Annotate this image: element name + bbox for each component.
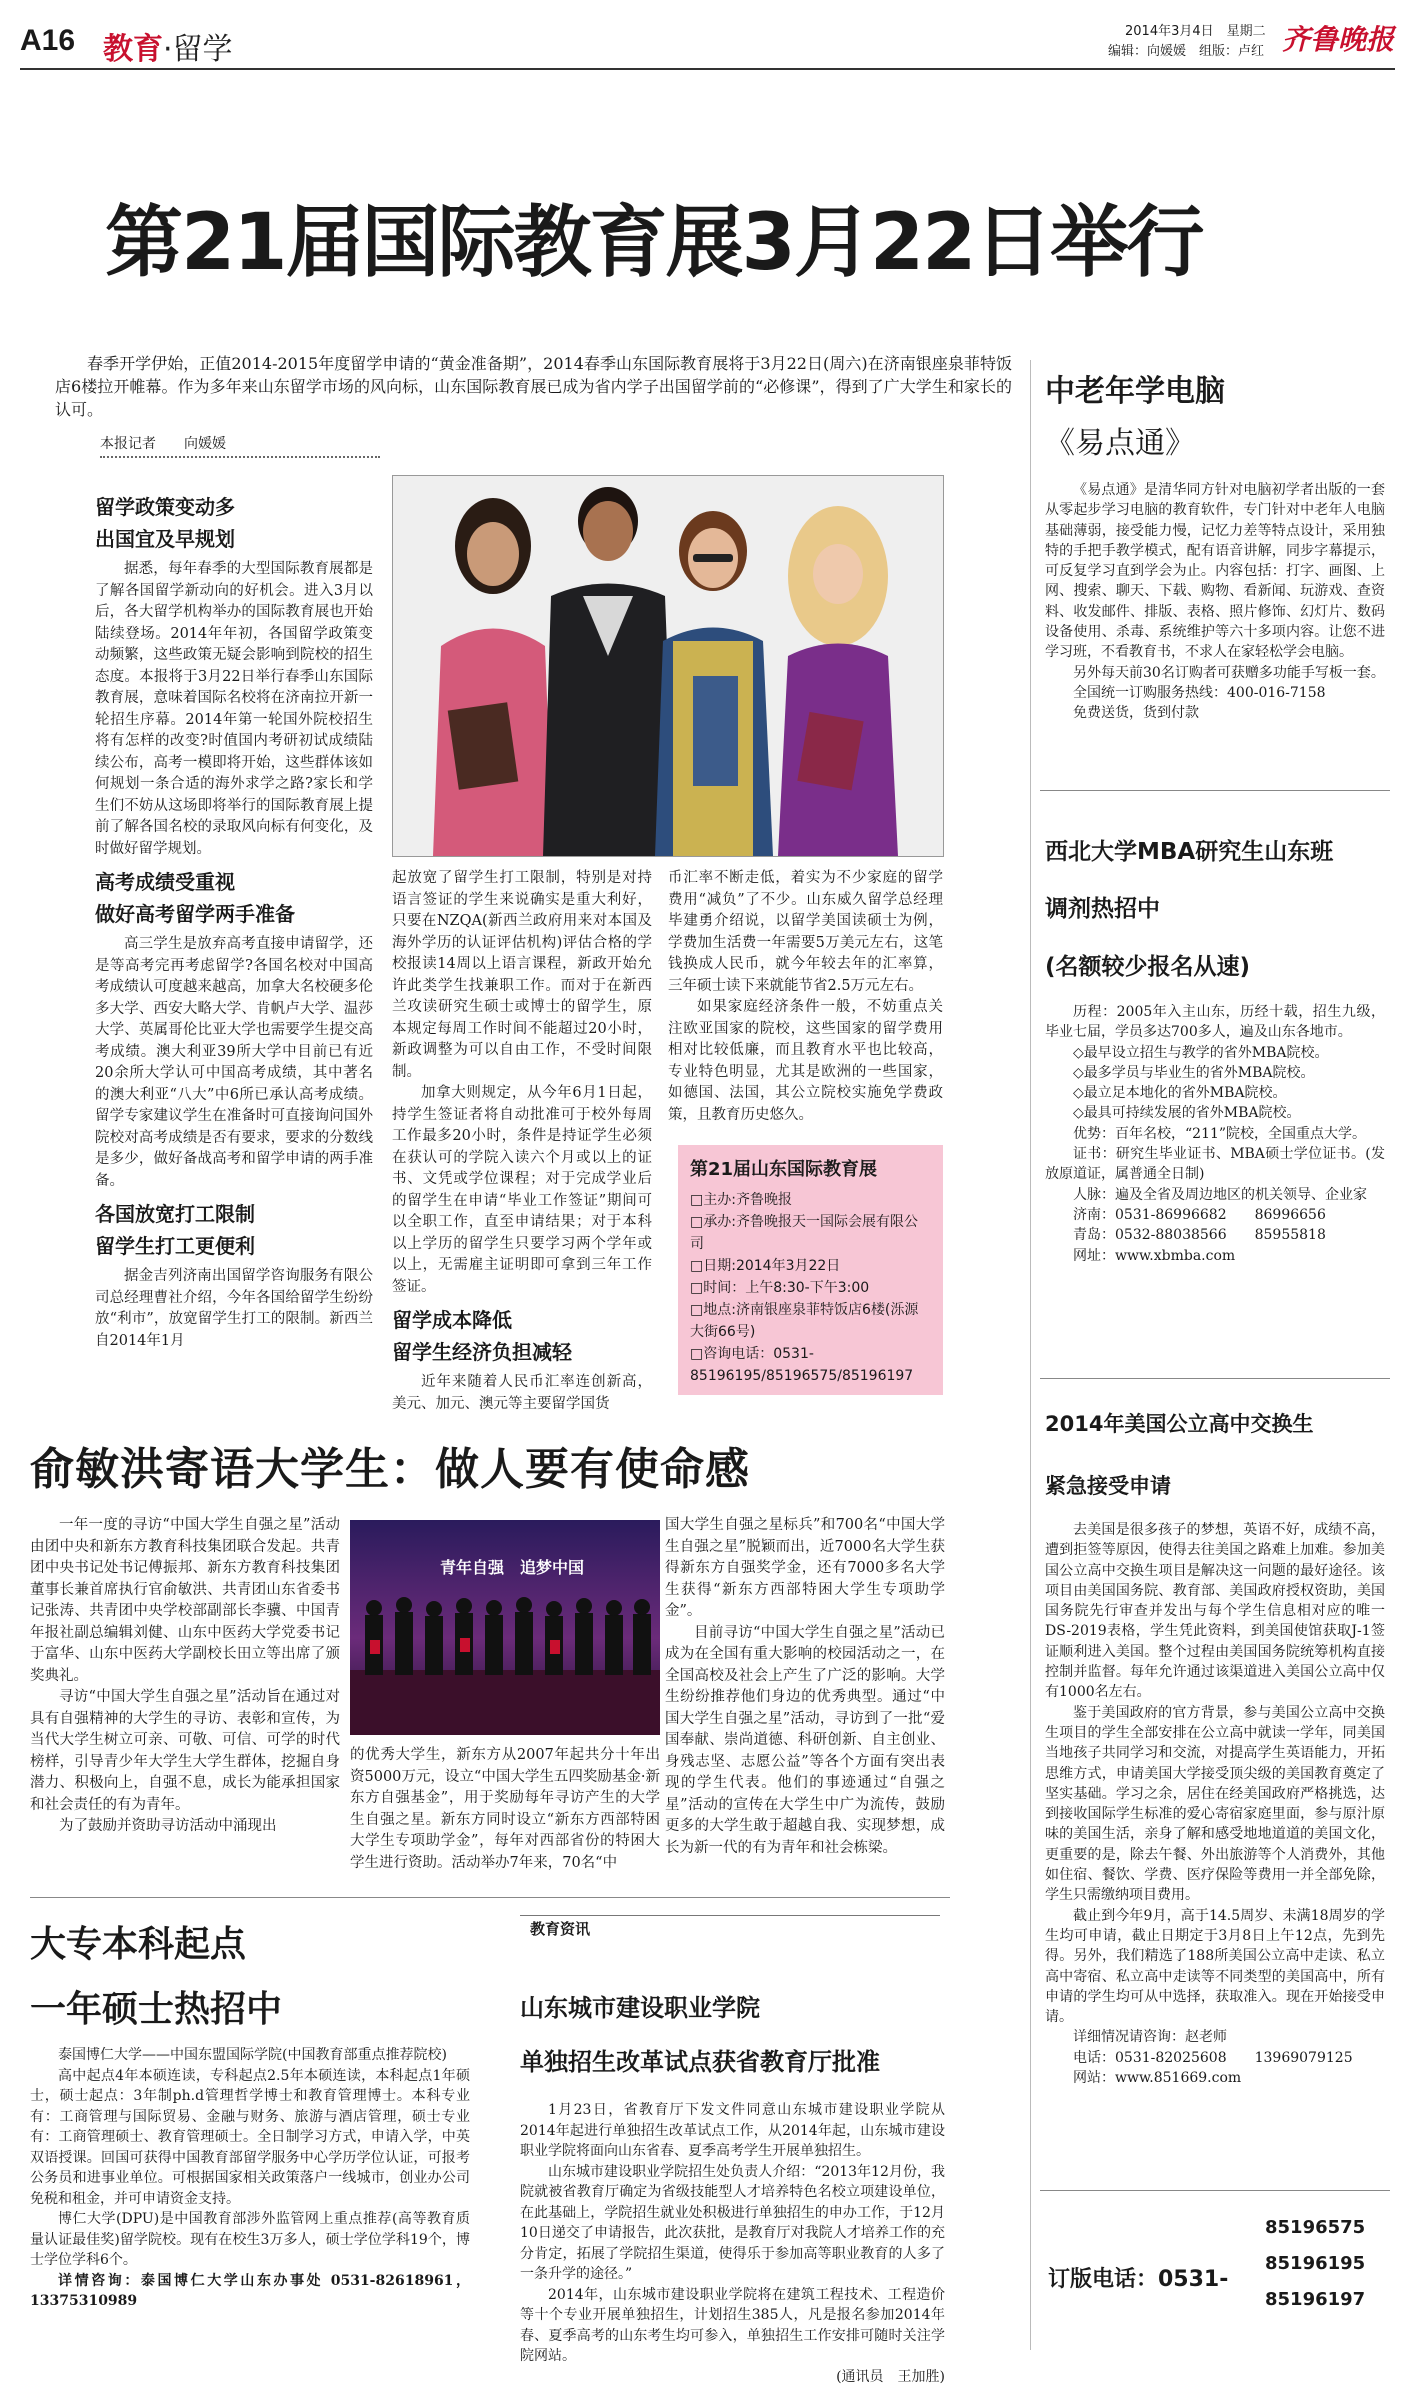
order-box-rule <box>1040 2190 1390 2191</box>
news-body <box>520 2100 945 2387</box>
yu-article-title: 俞敏洪寄语大学生：做人要有使命感 <box>30 1444 750 1495</box>
daz-title-1: 大专本科起点 <box>30 1924 247 1965</box>
paragraph: 泰国博仁大学——中国东盟国际学院(中国教育部重点推荐院校) <box>58 2047 447 2063</box>
right-column-rule <box>1030 360 1031 2350</box>
byline: 本报记者 向媛媛 <box>100 436 226 452</box>
order-phone-numbers <box>1265 2210 1365 2318</box>
order-number: 85196195 <box>1265 2253 1366 2274</box>
news-title-1: 山东城市建设职业学院 <box>520 1994 760 2022</box>
expo-box-line: □地点:济南银座泉菲特饭店6楼(泺源大街66号) <box>690 1302 919 1340</box>
lead-paragraph: 春季开学伊始，正值2014-2015年度留学申请的“黄金准备期”，2014春季山东国际教育展将于3月22日(周六)在济南银座泉菲特饭店6楼拉开帷幕。作为多年来山东留学市场的风向标，山东国际教育展已成为省内学子出国留学前的“必修课”，得到了广大学生和家长的认可。 <box>55 354 1012 419</box>
page-title: 第21届国际教育展3月22日举行 <box>105 198 1203 288</box>
paragraph: 起放宽了留学生打工限制，特别是对持语言签证的学生来说确实是重大利好，只要在NZQA(新西兰政府用来对本国及海外学历的认证评估机构)评估合格的学校报读14周以上语言课程，新政开始允许此类学生找兼职工作。而对于在新西兰攻读研究生硕士或博士的留学生，原本规定每周工作时间不能超过20小时，新政调整为可以自由工作，不受时间限制。 <box>392 870 652 1080</box>
ad1-body <box>1045 480 1385 724</box>
subheading: 留学成本降低 留学生经济负担减轻 <box>392 1308 572 1364</box>
paragraph: 目前寻访“中国大学生自强之星”活动已成为在全国有重大影响的校园活动之一，在全国高校及社会上产生了广泛的影响。大学生纷纷推荐他们身边的优秀典型。通过“中国大学生自强之星”活动，寻访到了一批“爱国奉献、崇尚道德、科研创新、自主创业、身残志坚、志愿公益”等各个方面有突出表现的学生代表。他们的事迹通过“自强之星”活动的宣传在大学生中广为流传，鼓励更多的大学生敢于超越自我、实现梦想，成长为新一代的有为青年和社会栋梁。 <box>665 1624 945 1856</box>
ad-divider <box>1040 1378 1390 1379</box>
ad2-title-2: 调剂热招中 <box>1045 896 1160 922</box>
expo-box-line: □承办:齐鲁晚报天一国际会展有限公司 <box>690 1214 918 1252</box>
ad1-title-2: 《易点通》 <box>1045 426 1195 461</box>
paragraph: 2014年，山东城市建设职业学院将在建筑工程技术、工程造价等十个专业开展单独招生，计划招生385人，凡是报名参加2014年春、夏季高考的山东考生均可参入，单独招生工作安排可随时关注学院网站。 <box>520 2286 945 2364</box>
paragraph: 一年一度的寻访“中国大学生自强之星”活动由团中央和新东方教育科技集团联合发起。共青团中央书记处书记傅振邦、新东方教育科技集团董事长兼首席执行官俞敏洪、共青团山东省委书记张涛、共青团中央学校部副部长李骥、中国青年报社副总编辑刘健、山东中医药大学党委书记于富华、山东中医药大学副校长田立等出席了颁奖典礼。 <box>30 1517 340 1684</box>
phone: 电话：0531-82025608 13969079125 <box>1073 2049 1353 2066</box>
issue-date: 2014年3月4日 星期二 <box>1125 24 1266 39</box>
paragraph: 去美国是很多孩子的梦想，英语不好，成绩不高，遭到拒签等原因，使得去往美国之路难上加难。参加美国公立高中交换生项目是解决这一问题的最好途径。该项目由美国国务院、教育部、美国政府授权资助，美国国务院先行审查并发出与每个学生信息相对应的唯一DS-2019表格，学生凭此资料，到美国使馆获取J-1签证顺利进入美国。整个过程由美国国务院统筹机构直接控制并监督。每年允许通过该渠道进入美国公立高中仅有1000名左右。 <box>1045 1522 1385 1701</box>
website: 网址：www.xbmba.com <box>1073 1247 1236 1264</box>
students-photo <box>392 475 944 857</box>
expo-box-line: □日期:2014年3月22日 <box>690 1258 841 1274</box>
paragraph: 《易点通》是清华同方针对电脑初学者出版的一套从零起步学习电脑的教育软件，专门针对中老年人电脑基础薄弱，接受能力慢，记忆力差等特点设计，采用独特的手把手教学模式，配有语音讲解，同步字幕提示，可反复学习直到学会为止。内容包括：打字、画图、上网、搜索、聊天、下载、购物、看新闻、玩游戏、查资料、收发邮件、排版、表格、照片修饰、幻灯片、数码设备使用、杀毒、系统维护等六十多项内容。让您不进学习班，不看教育书，不求人在家轻松学会电脑。 <box>1045 482 1385 661</box>
article-col-1 <box>95 485 373 1352</box>
phone-jinan: 济南：0531-86996682 86996656 <box>1073 1206 1326 1223</box>
paragraph: 币汇率不断走低，着实为不少家庭的留学费用“减负”了不少。山东威久留学总经理毕建勇介绍说，以留学美国读硕士为例，学费加生活费一年需要5万美元左右，这笔钱换成人民币，就今年较去年的汇率算，三年硕士读下来就能节省2.5万元左右。 <box>668 870 943 994</box>
ad1-title-1: 中老年学电脑 <box>1045 374 1225 409</box>
expo-box-line: □主办:齐鲁晚报 <box>690 1192 792 1208</box>
masthead-rule <box>20 68 1395 70</box>
paper-logo-icon: 齐鲁晚报 <box>1282 23 1395 56</box>
ad-divider <box>1040 790 1390 791</box>
paragraph: 据悉，每年春季的大型国际教育展都是了解各国留学新动向的好机会。进入3月以后，各大留学机构举办的国际教育展也开始陆续登场。2014年年初，各国留学政策变动频繁，这些政策无疑会影响到院校的招生态度。本报将于3月22日举行春季山东国际教育展，意味着国际名校将在济南拉开新一轮招生序幕。2014年第一轮国外院校招生将有怎样的改变?时值国内考研初试成绩陆续公布，高考一模即将开始，这些群体该如何规划一条合适的海外求学之路?家长和学生们不妨从这场即将举行的国际教育展上提前了解各国名校的录取风向标有何变化，及时做好留学规划。 <box>95 561 373 857</box>
article-col-2 <box>392 868 652 1415</box>
paragraph: 高中起点4年本硕连读，专科起点2.5年本硕连读，本科起点1年硕士，硕士起点：3年制ph.d管理哲学博士和教育管理博士。本科专业有：工商管理与国际贸易、金融与财务、旅游与酒店管理，硕士专业有：工商管理硕士、教育管理硕士。全日制学习方式，申请入学，中英双语授课。回国可获得中国教育部留学服务中心学历学位认证，可报考公务员和进事业单位。可根据国家相关政策落户一线城市，创业办公司免税和租金，并可申请资金支持。 <box>30 2067 470 2207</box>
section-name-2: 留学 <box>172 32 233 67</box>
editors: 编辑：向媛媛 组版：卢红 <box>1108 44 1265 59</box>
bullet: ◇最具可持续发展的省外MBA院校。 <box>1073 1105 1301 1122</box>
paragraph: 详细情况请咨询：赵老师 <box>1073 2029 1227 2046</box>
bullet: ◇最立足本地化的省外MBA院校。 <box>1073 1085 1287 1102</box>
website: 网站：www.851669.com <box>1073 2070 1242 2087</box>
article-col-3 <box>668 868 943 1126</box>
yu-col-3 <box>665 1515 945 1859</box>
expo-box-title: 第21届山东国际教育展 <box>690 1159 878 1180</box>
news-title-2: 单独招生改革试点获省教育厅批准 <box>520 2048 880 2076</box>
section-name: 教育 <box>103 32 163 67</box>
delivery-note: 免费送货，货到付款 <box>1073 705 1199 722</box>
order-number: 85196575 <box>1265 2217 1366 2238</box>
paragraph: 寻访“中国大学生自强之星”活动旨在通过对具有自强精神的大学生的寻访、表彰和宣传，为当代大学生树立可亲、可敬、可信、可学的时代榜样，引导青少年大学生大学生群体，挖掘自身潜力、积极向上，自强不息，成长为能承担国家和社会责任的有为青年。 <box>30 1689 340 1813</box>
award-banner: 青年自强 追梦中国 <box>440 1558 585 1577</box>
paragraph: 近年来随着人民币汇率连创新高，美元、加元、澳元等主要留学国货 <box>392 1374 652 1412</box>
daz-body <box>30 2045 470 2312</box>
ad2-title-1: 西北大学MBA研究生山东班 <box>1045 839 1334 865</box>
paragraph: 鉴于美国政府的官方背景，参与美国公立高中交换生项目的学生全部安排在公立高中就读一学年，同美国当地孩子共同学习和交流，对提高学生英语能力，开拓思维方式，申请美国大学接受顶尖级的美国教育奠定了坚实基础。学习之余，居住在经美国政府严格挑选，达到接收国际学生标准的爱心寄宿家庭里面，参与原汁原味的美国生活，亲身了解和感受地地道道的美国文化，更重要的是，除去午餐、外出旅游等个人消费外，其他如住宿、餐饮、学费、医疗保险等费用一并全部免除，学生只需缴纳项目费用。 <box>1045 1704 1385 1904</box>
hotline: 全国统一订购服务热线：400-016-7158 <box>1073 684 1326 701</box>
bullet: ◇最早设立招生与教学的省外MBA院校。 <box>1073 1044 1329 1061</box>
yu-col-1 <box>30 1515 340 1838</box>
news-credit: (通讯员 王加胜) <box>836 2368 945 2385</box>
daz-title-2: 一年硕士热招中 <box>30 1989 283 2030</box>
yu-col-2 <box>350 1745 660 1874</box>
paragraph: 证书：研究生毕业证书、MBA硕士学位证书。(发放原道证，属普通全日制) <box>1045 1146 1385 1183</box>
paragraph: 历程：2005年入主山东，历经十载，招生九级，毕业七届，学员多达700多人，遍及山东各地市。 <box>1045 1004 1385 1041</box>
phone-qingdao: 青岛：0532-88038566 85955818 <box>1073 1227 1326 1244</box>
masthead <box>0 0 1409 75</box>
paragraph: 高三学生是放弃高考直接申请留学，还是等高考完再考虑留学?各国名校对中国高考成绩认可度越来越高，加拿大名校硬多伦多大学、西安大略大学、肯帆卢大学、温莎大学、英属哥伦比亚大学也需要学生提交高考成绩。澳大利亚39所大学中目前已有近20余所大学认可中国高考成绩，其中著名的澳大利亚“八大”中6所已承认高考成绩。留学专家建议学生在准备时可直接询问国外院校对高考成绩是否有要求，要求的分数线是多少，做好备战高考和留学申请的两手准备。 <box>95 936 373 1189</box>
award-photo <box>350 1520 660 1735</box>
page-number: A16 <box>20 24 76 57</box>
expo-info-box <box>678 1145 943 1395</box>
students-illustration <box>393 476 943 856</box>
news-tag-rule <box>520 1915 940 1916</box>
subheading: 各国放宽打工限制 留学生打工更便利 <box>95 1202 255 1258</box>
section-label: 教育·留学 <box>103 32 233 67</box>
paragraph: 的优秀大学生，新东方从2007年起共分十年出资5000万元，设立“中国大学生五四奖励基金·新东方自强基金”，用于奖励每年寻访产生的大学生自强之星。新东方同时设立“新东方西部特困大学生专项助学金”，每年对西部省份的特困大学生进行资助。活动举办7年来，70名“中 <box>350 1747 660 1871</box>
contact-line: 详情咨询：泰国博仁大学山东办事处 0531-82618961，13375310989 <box>30 2272 470 2309</box>
ad3-body <box>1045 1520 1385 2088</box>
paragraph: 如果家庭经济条件一般，不妨重点关注欧亚国家的院校，这些国家的留学费用相对比较低廉，而且教育水平也比较高，专业特色明显，尤其是欧洲的一些国家，如德国、法国，其公立院校实施免学费政策，且教育历史悠久。 <box>668 999 943 1123</box>
section-divider <box>30 1897 950 1898</box>
ad3-title-2: 紧急接受申请 <box>1045 1474 1171 1498</box>
expo-box-lines <box>690 1189 931 1387</box>
ad2-body <box>1045 1002 1385 1266</box>
paragraph: 另外每天前30名订购者可获赠多功能手写板一套。 <box>1073 664 1385 681</box>
ad2-title-3: (名额较少报名从速) <box>1045 954 1251 980</box>
paragraph: 截止到今年9月，高于14.5周岁、未满18周岁的学生均可申请，截止日期定于3月8日上午12点，先到先得。另外，我们精选了188所美国公立高中走读、私立高中寄宿、私立高中走读等不同类型的美国高中，所有申请的学生均可从中选择，获取准入。现在开始接受申请。 <box>1045 1907 1385 2026</box>
news-tag: 教育资讯 <box>530 1920 591 1938</box>
subheading: 高考成绩受重视 做好高考留学两手准备 <box>95 870 295 926</box>
paragraph: 国大学生自强之星标兵”和700名“中国大学生自强之星”脱颖而出，近7000名大学生获得新东方自强奖学金，还有7000多名大学生获得“新东方西部特困大学生专项助学金”。 <box>665 1517 945 1619</box>
subheading: 留学政策变动多 出国宜及早规划 <box>95 495 235 551</box>
paragraph: 加拿大则规定，从今年6月1日起，持学生签证者将自动批准可于校外每周工作最多20小时，条件是持证学生必须在获认可的学院入读六个月或以上的证书、文凭或学位课程；对于完成学业后的留学生在申请“毕业工作签证”期间可以全职工作，直至申请结果；对于本科以上学历的留学生只要学习两个学年或以上，无需雇主证明即可拿到三年工作签证。 <box>392 1085 652 1295</box>
expo-box-line: □咨询电话：0531-85196195/85196575/85196197 <box>690 1346 914 1384</box>
paragraph: 1月23日，省教育厅下发文件同意山东城市建设职业学院从2014年起进行单独招生改革试点工作，从2014年起，山东城市建设职业学院将面向山东省春、夏季高考学生开展单独招生。 <box>520 2102 945 2159</box>
bullet: ◇最多学员与毕业生的省外MBA院校。 <box>1073 1064 1315 1081</box>
ad3-title-1: 2014年美国公立高中交换生 <box>1045 1412 1314 1436</box>
award-crowd-illustration <box>350 1520 660 1735</box>
byline-rule <box>100 456 380 458</box>
paragraph: 优势：百年名校，“211”院校，全国重点大学。 <box>1073 1125 1367 1142</box>
paragraph: 人脉：遍及全省及周边地区的机关领导、企业家 <box>1073 1186 1367 1203</box>
paragraph: 为了鼓励并资助寻访活动中涌现出 <box>59 1818 277 1834</box>
order-phone-label: 订版电话：0531- <box>1048 2267 1229 2292</box>
order-number: 85196197 <box>1265 2289 1366 2310</box>
expo-box-line: □时间：上午8:30-下午3:00 <box>690 1280 870 1296</box>
paragraph: 据金吉列济南出国留学咨询服务有限公司总经理曹社介绍，今年各国给留学生纷纷放“利市”，放宽留学生打工的限制。新西兰自2014年1月 <box>95 1268 373 1349</box>
paragraph: 山东城市建设职业学院招生处负责人介绍：“2013年12月份，我院就被省教育厅确定为省级技能型人才培养特色名校立项建设单位，在此基础上，学院招生就业处积极进行单独招生的申办工作，于12月10日递交了申请报告，此次获批，是教育厅对我院人才培养工作的充分肯定，拓展了学院招生渠道，使得乐于参加高等职业教育的人多了一条升学的途径。” <box>520 2163 945 2282</box>
paragraph: 博仁大学(DPU)是中国教育部涉外监管网上重点推荐(高等教育质量认证最佳奖)留学院校。现有在校生3万多人，硕士学位学科19个，博士学位学科6个。 <box>30 2211 470 2268</box>
